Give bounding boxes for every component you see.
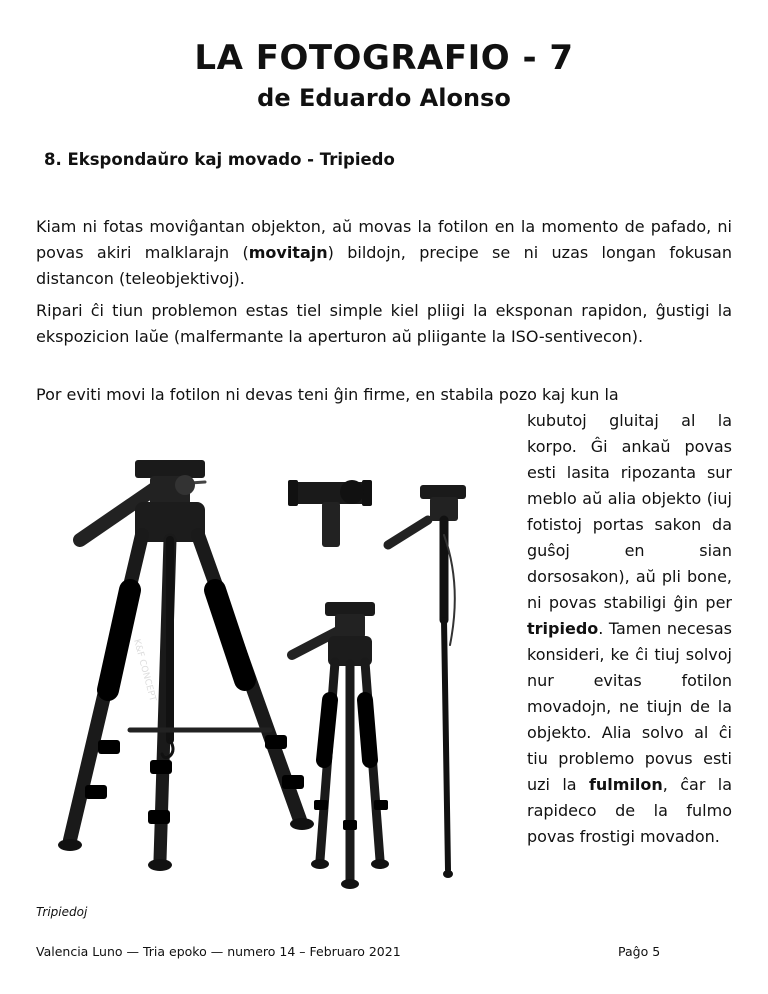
monopod: [388, 485, 466, 878]
author-subtitle: de Eduardo Alonso: [257, 84, 511, 112]
footer-publication: Valencia Luno — Tria epoko — numero 14 – Februaro 2021: [36, 944, 401, 959]
side-text-a: kubutoj gluitaj al la korpo. Ĝi ankaŭ povas esti lasita ripozanta sur meblo aŭ alia objekto (iuj fotistoj portas sakon da guŝoj en sian dorsosakon), aŭ pli bone, ni povas stabiligi ĝin per: [527, 411, 732, 612]
side-text-c: , ĉar la rapideco de la fulmo povas frostigi movadon.: [527, 775, 733, 846]
paragraph-1-end: ) bildojn, precipe se ni uzas longan fokusan distancon (teleobjektivoj).: [36, 243, 732, 288]
page-title: LA FOTOGRAFIO - 7: [194, 38, 574, 78]
phone-clamp: [288, 480, 372, 547]
side-text-b: . Tamen necesas konsideri, ke ĉi tiuj solvoj nur evitas fotilon movadojn, ne tiujn de la objekto. Alia solvo al ĉi tiu problemo povus esti uzi la: [527, 619, 732, 794]
paragraph-3-side-column: [527, 408, 732, 850]
paragraph-1-start: Kiam ni fotas moviĝantan objekton, aŭ movas la fotilon en la momento de pafado, ni povas akiri malklarajn (: [36, 217, 732, 262]
medium-tripod: [292, 602, 389, 889]
side-bold-tripiedo: tripiedo: [527, 619, 599, 638]
paragraph-3-lead: Por eviti movi la fotilon ni devas teni ĝin firme, en stabila pozo kaj kun la: [36, 385, 619, 404]
footer-page-number: Paĝo 5: [618, 944, 661, 959]
paragraph-2: Ripari ĉi tiun problemon estas tiel simple kiel pliigi la eksponan rapidon, ĝustigi la ekspozicion laŭe (malfermante la aperturon aŭ pliigante la ISO-sentivecon).: [36, 301, 732, 346]
tripods-illustration: [30, 440, 500, 900]
tripods-photo: [30, 440, 500, 900]
section-heading: 8. Ekspondaŭro kaj movado - Tripiedo: [44, 150, 395, 169]
paragraph-1: [36, 214, 732, 292]
side-bold-fulmilon: fulmilon: [588, 775, 663, 794]
paragraph-1-bold-term: movitajn: [248, 243, 328, 262]
figure-caption: Tripiedoj: [36, 905, 88, 919]
brand-label: K&F CONCEPT: [131, 638, 158, 703]
large-tripod: [58, 460, 314, 871]
